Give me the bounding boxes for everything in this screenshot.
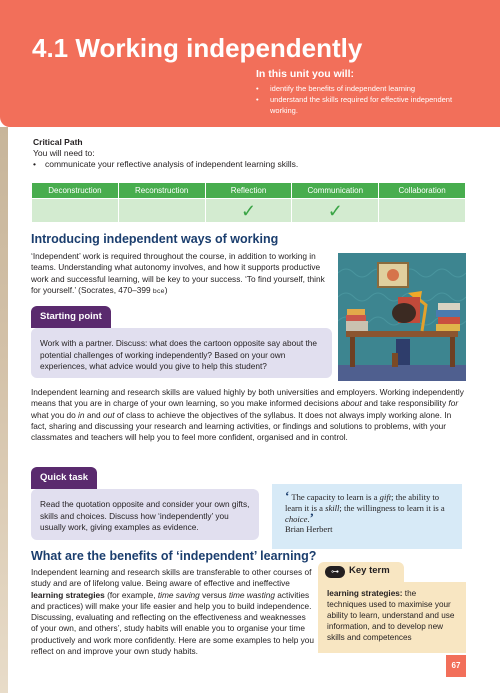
key-term-word: learning strategies: <box>327 589 403 598</box>
unit-objectives-list <box>256 83 478 116</box>
key-term-box <box>318 582 466 653</box>
skills-table-tick-row <box>32 199 466 223</box>
unit-header <box>0 0 500 127</box>
skills-table <box>31 182 466 223</box>
key-term-definition: the techniques used to maximise your ability to learn, understand and use information, and to develop new skills and competences <box>327 589 455 642</box>
critical-path-title: Critical Path <box>33 137 83 147</box>
skills-header-reflection: Reflection <box>205 183 292 199</box>
intro-paragraph: ‘Independent’ work is required throughout the course, in addition to working in teams. Understanding what autonomy involves, and how it supports productive work and successful learning, will be key to your success. ‘To find yourself, think for yourself.’ (Socrates, 470–399 bce) <box>31 251 325 295</box>
communication-check-icon: ✓ <box>292 199 379 223</box>
section-heading-benefits: What are the benefits of ‘independent’ learning? <box>31 549 317 563</box>
starting-point-tag: Starting point <box>31 306 111 328</box>
critical-path-item: • communicate your reflective analysis of independent learning skills. <box>33 159 473 169</box>
unit-objective-item: • understand the skills required for effective independent working. <box>256 94 478 116</box>
starting-point-box: Work with a partner. Discuss: what does the cartoon opposite say about the potential challenges of working independently? Based on your own experiences, what advice would you give to help this student? <box>31 328 332 378</box>
skills-cell-collaboration <box>379 199 466 223</box>
key-term-label: Key term <box>349 565 390 576</box>
skills-header-deconstruction: Deconstruction <box>32 183 119 199</box>
unit-objective-item: • identify the benefits of independent learning <box>256 83 478 94</box>
open-quote-mark: ‘ <box>285 488 290 503</box>
benefits-paragraph: Independent learning and research skills are transferable to other courses of study and are of lifelong value. Being aware of effective and ineffective learning strategies (for example, time saving versus time wasting activities and practices) will make your life easier and help you to build independence. Discussing, evaluating and reflecting on the effectiveness and weaknesses of your own, and others’, study habits will enable you to organise your time productively and work more confidently. Here are some examples to help you reflect on and improve your own study habits. <box>31 567 315 657</box>
key-term-tab <box>318 562 404 582</box>
close-quote-mark: ’ <box>309 509 314 525</box>
unit-objectives-heading: In this unit you will: <box>256 68 354 80</box>
page-number: 67 <box>446 655 466 677</box>
skills-header-collaboration: Collaboration <box>379 183 466 199</box>
skills-cell-deconstruction <box>32 199 119 223</box>
skills-header-communication: Communication <box>292 183 379 199</box>
skills-cell-reconstruction <box>118 199 205 223</box>
page-title: 4.1 Working independently <box>32 33 363 63</box>
independent-learning-paragraph: Independent learning and research skills are valued highly by both universities and employers. Working independently means that you are in charge of your own learning, so you make informed decisions about and take responsibility for what you do in and out of class to achieve the objectives of the syllabus. It does not always imply working alone. In fact, sharing and discussing your research and learning activities, or findings and solutions to problems, with your classmates and teachers will help you to feel more confident, organised and in control. <box>31 387 464 443</box>
critical-path <box>33 137 473 169</box>
section-heading-introducing: Introducing independent ways of working <box>31 232 279 246</box>
skills-table-header-row <box>32 183 466 199</box>
quotation-box <box>272 484 462 549</box>
quotation-text: ‘ The capacity to learn is a gift; the ability to learn it is a skill; the willingness to learn it is a choice.’ <box>285 488 445 525</box>
cartoon-student-at-desk-illustration <box>338 253 466 381</box>
reflection-check-icon: ✓ <box>205 199 292 223</box>
left-edge-photo-strip <box>0 127 8 693</box>
critical-path-subtitle: You will need to: <box>33 148 95 158</box>
quick-task-box: Read the quotation opposite and consider your own gifts, skills and choices. Discuss how ‘independently’ you usually work, giving examples as evidence. <box>31 489 259 540</box>
key-icon: ⊶ <box>325 566 345 578</box>
skills-header-reconstruction: Reconstruction <box>118 183 205 199</box>
quotation-author: Brian Herbert <box>285 524 333 535</box>
quick-task-tag: Quick task <box>31 467 97 489</box>
